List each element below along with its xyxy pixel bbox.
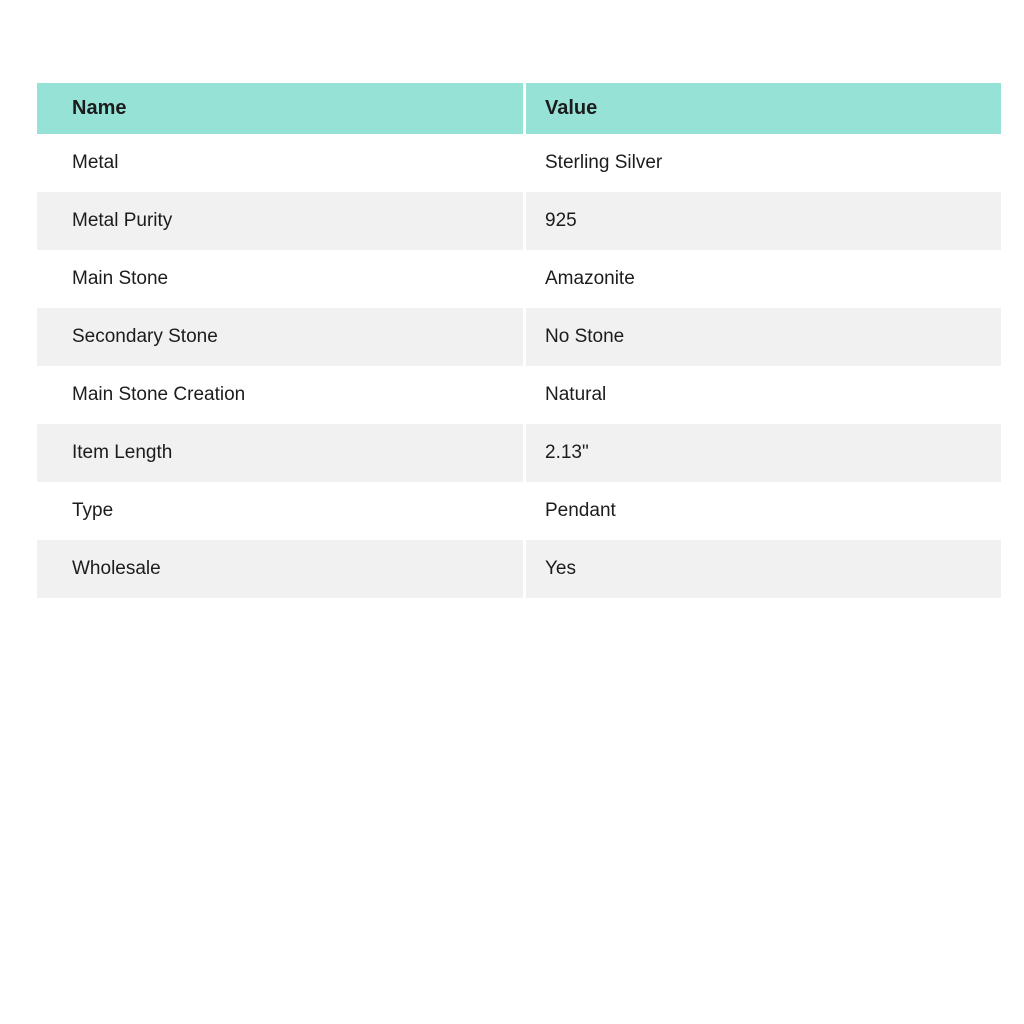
attr-name: Wholesale <box>37 540 523 598</box>
table-header-row <box>37 83 1001 134</box>
attr-value: 2.13" <box>523 424 1001 482</box>
product-attributes-table <box>37 83 1001 598</box>
attr-name: Main Stone <box>72 268 169 289</box>
table-row <box>37 540 1001 598</box>
attr-value: Amazonite <box>523 250 1001 308</box>
attr-name: Metal <box>72 152 119 173</box>
attr-name: Metal Purity <box>37 192 523 250</box>
attr-name: Secondary Stone <box>37 308 523 366</box>
table-row <box>37 134 1001 192</box>
attr-value: Pendant <box>523 482 1001 540</box>
table-row <box>37 366 1001 424</box>
attr-value: No Stone <box>523 308 1001 366</box>
table-row <box>37 308 1001 366</box>
attr-name: Item Length <box>37 424 523 482</box>
table-row <box>37 482 1001 540</box>
table-row <box>37 424 1001 482</box>
column-header-value: Value <box>523 83 1001 134</box>
table-row <box>37 192 1001 250</box>
table-row <box>37 250 1001 308</box>
attr-value: Sterling Silver <box>523 134 1001 192</box>
attr-value: 925 <box>523 192 1001 250</box>
attr-value: Natural <box>523 366 1001 424</box>
column-header-name: Name <box>37 83 523 134</box>
attr-name: Type <box>72 500 114 521</box>
attr-name: Main Stone Creation <box>72 384 246 405</box>
attr-value: Yes <box>523 540 1001 598</box>
